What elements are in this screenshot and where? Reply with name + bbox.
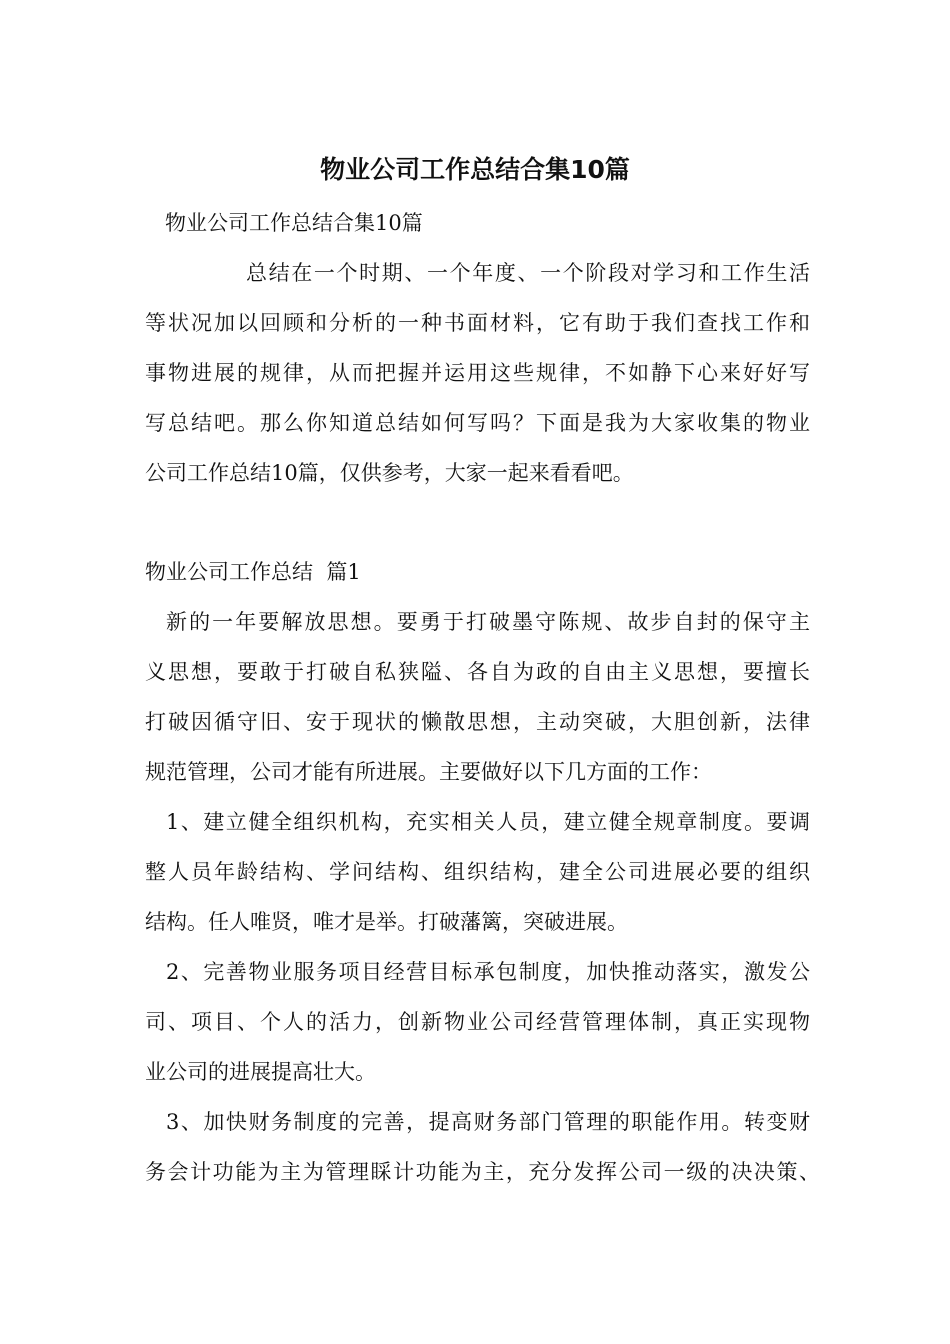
paragraph-line: 新的一年要解放思想。要勇于打破墨守陈规、故步自封的保守主 bbox=[166, 610, 810, 634]
list-item-line: 1、建立健全组织机构，充实相关人员，建立健全规章制度。要调 bbox=[166, 810, 810, 834]
section-heading: 物业公司工作总结 篇1 bbox=[145, 560, 361, 584]
intro-line: 事物进展的规律，从而把握并运用这些规律，不如静下心来好好写 bbox=[145, 361, 810, 385]
paragraph-line: 规范管理，公司才能有所进展。主要做好以下几方面的工作： bbox=[145, 760, 712, 784]
list-item-line: 结构。任人唯贤，唯才是举。打破藩篱，突破进展。 bbox=[145, 910, 628, 934]
intro-line: 公司工作总结10篇，仅供参考，大家一起来看看吧。 bbox=[145, 461, 634, 485]
document-title: 物业公司工作总结合集10篇 bbox=[320, 155, 630, 184]
list-item-line: 3、加快财务制度的完善，提高财务部门管理的职能作用。转变财 bbox=[166, 1110, 810, 1134]
list-item-line: 整人员年龄结构、学问结构、组织结构，建全公司进展必要的组织 bbox=[145, 860, 810, 884]
list-item-line: 业公司的进展提高壮大。 bbox=[145, 1060, 376, 1084]
document-subtitle: 物业公司工作总结合集10篇 bbox=[165, 211, 423, 235]
paragraph-line: 打破因循守旧、安于现状的懒散思想，主动突破，大胆创新，法律 bbox=[145, 710, 810, 734]
paragraph-line: 义思想，要敢于打破自私狭隘、各自为政的自由主义思想，要擅长 bbox=[145, 660, 810, 684]
intro-line: 总结在一个时期、一个年度、一个阶段对学习和工作生活 bbox=[246, 261, 810, 285]
list-item-line: 司、项目、个人的活力，创新物业公司经营管理体制，真正实现物 bbox=[145, 1010, 810, 1034]
intro-line: 等状况加以回顾和分析的一种书面材料，它有助于我们查找工作和 bbox=[145, 311, 810, 335]
intro-line: 写总结吧。那么你知道总结如何写吗？下面是我为大家收集的物业 bbox=[145, 411, 810, 435]
list-item-line: 2、完善物业服务项目经营目标承包制度，加快推动落实，激发公 bbox=[166, 960, 810, 984]
list-item-line: 务会计功能为主为管理睬计功能为主，充分发挥公司一级的决决策、 bbox=[145, 1160, 820, 1184]
